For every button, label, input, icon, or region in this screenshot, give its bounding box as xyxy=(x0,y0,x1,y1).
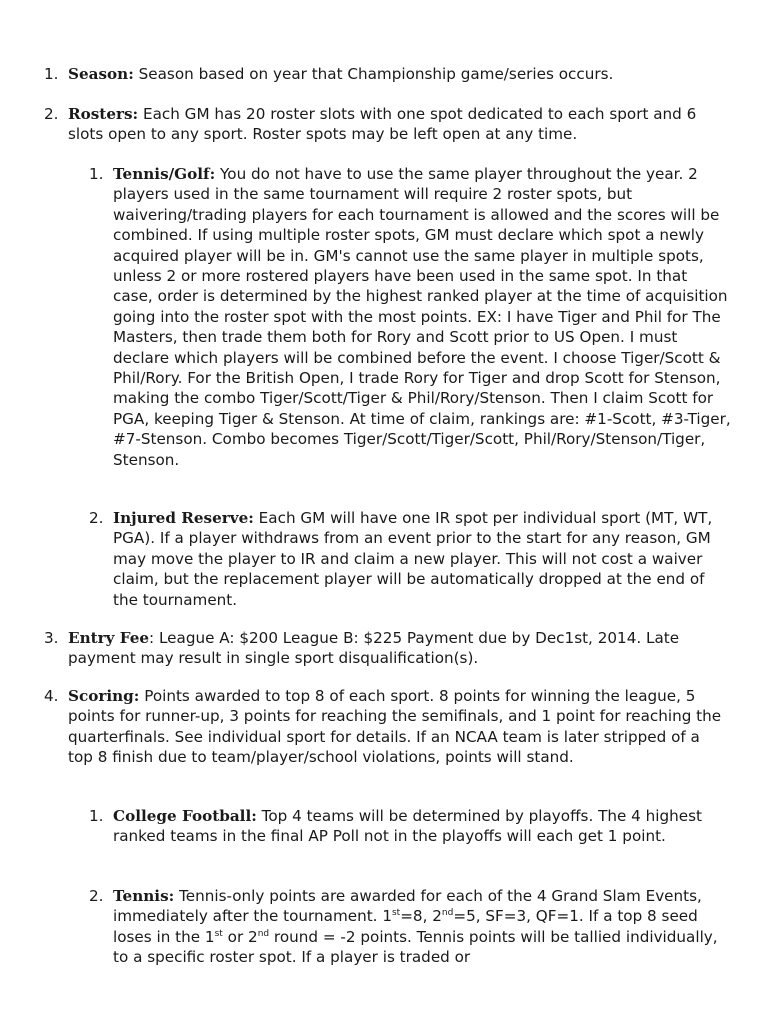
item-paragraph xyxy=(68,628,728,669)
list-item-scoring xyxy=(44,686,728,768)
item-text: Season based on year that Championship game/series occurs. xyxy=(133,65,614,83)
list-item-injured-reserve xyxy=(89,508,731,610)
ordinal-superscript: st xyxy=(214,928,223,939)
item-number: 1. xyxy=(44,65,59,83)
item-text: round = -2 points. Tennis points will be tallied individually, to a specific roster spot. If a player is traded or xyxy=(113,927,718,967)
item-text: =5, SF=3, QF=1. If a top 8 seed loses in the 1 xyxy=(113,907,698,946)
item-heading: Tennis: xyxy=(113,887,175,905)
item-paragraph xyxy=(68,64,728,84)
item-text: or 2 xyxy=(222,927,258,946)
item-paragraph xyxy=(113,164,731,470)
ordinal-superscript: nd xyxy=(257,928,270,939)
ordinal-superscript: nd xyxy=(441,908,454,919)
item-number: 4. xyxy=(44,687,59,705)
item-number: 2. xyxy=(89,887,104,905)
item-text: Top 4 teams will be determined by playoffs. The 4 highest ranked teams in the final AP Poll not in the playoffs will each get 1 point. xyxy=(113,807,702,846)
item-text: =8, 2 xyxy=(400,907,442,926)
item-text: Each GM has 20 roster slots with one spot dedicated to each sport and 6 slots open to any sport. Roster spots may be left open at any time. xyxy=(68,105,697,144)
list-item-tennis-scoring xyxy=(89,886,731,968)
item-text: You do not have to use the same player throughout the year. 2 players used in the same tournament will require 2 roster spots, but waivering/trading players for each tournament is allowed and the scores will be combined. If using multiple roster spots, GM must declare which spot a newly acquired player will be in. GM's cannot use the same player in multiple spots, unless 2 or more rostered players have been used in the same spot. In that case, order is determined by the highest ranked player at the time of acquisition going into the roster spot with the most points. EX: I have Tiger and Phil for The Masters, then trade them both for Rory and Scott prior to US Open. I must declare which players will be combined before the event. I choose Tiger/Scott & Phil/Rory. For the British Open, I trade Rory for Tiger and drop Scott for Stenson, making the combo Tiger/Scott/Tiger & Phil/Rory/Stenson. Then I claim Scott for PGA, keeping Tiger & Stenson. At time of claim, rankings are: #1-Scott, #3-Tiger, #7-Stenson. Combo becomes Tiger/Scott/Tiger/Scott, Phil/Rory/Stenson/Tiger, Stenson. xyxy=(113,165,731,469)
item-heading: Season: xyxy=(68,65,134,83)
list-item-college-football xyxy=(89,806,731,847)
item-number: 1. xyxy=(89,165,104,183)
item-number: 2. xyxy=(44,105,59,123)
item-paragraph xyxy=(113,508,731,610)
item-heading: Tennis/Golf: xyxy=(113,165,216,183)
item-number: 2. xyxy=(89,509,104,527)
item-heading: College Football: xyxy=(113,807,257,825)
item-heading: Injured Reserve: xyxy=(113,509,254,527)
item-heading: Rosters: xyxy=(68,105,139,123)
item-heading: Scoring: xyxy=(68,687,140,705)
list-item-season xyxy=(44,64,728,84)
item-heading: Entry Fee xyxy=(68,629,150,647)
ordinal-superscript: st xyxy=(391,908,401,919)
item-number: 3. xyxy=(44,629,59,647)
item-paragraph xyxy=(68,104,728,145)
item-text: Tennis-only points are awarded for each of the 4 Grand Slam Events, immediately after the tournament. 1 xyxy=(113,887,702,926)
item-paragraph xyxy=(68,686,728,768)
item-text: Each GM will have one IR spot per individual sport (MT, WT, PGA). If a player withdraws from an event prior to the start for any reason, GM may move the player to IR and claim a new player. This will not cost a waiver claim, but the replacement player will be automatically dropped at the end of the tournament. xyxy=(113,509,713,609)
item-paragraph xyxy=(113,806,731,847)
item-paragraph xyxy=(113,886,731,968)
list-item-rosters xyxy=(44,104,728,145)
item-number: 1. xyxy=(89,807,104,825)
list-item-entry-fee xyxy=(44,628,728,669)
item-text: Points awarded to top 8 of each sport. 8 points for winning the league, 5 points for runner-up, 3 points for reaching the semifinals, and 1 point for reaching the quarterfinals. See individual sport for details. If an NCAA team is later stripped of a top 8 finish due to team/player/school violations, points will stand. xyxy=(68,687,722,767)
list-item-tennis-golf xyxy=(89,164,731,470)
item-text: : League A: $200 League B: $225 Payment due by Dec1st, 2014. Late payment may result in single sport disqualification(s). xyxy=(68,629,680,668)
